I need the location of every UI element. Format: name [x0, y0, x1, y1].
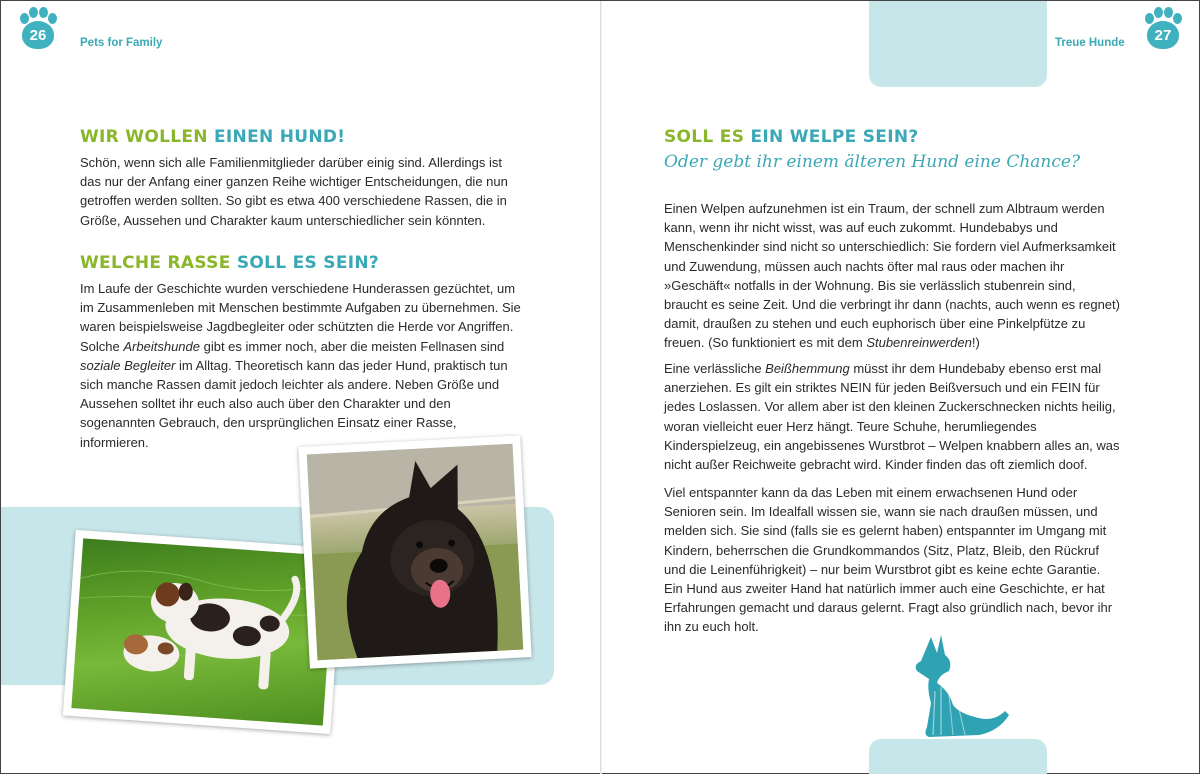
decorative-tab-bottom	[869, 739, 1047, 774]
section-heading: SOLL ES EIN WELPE SEIN?	[664, 127, 919, 147]
sitting-dog-silhouette	[909, 631, 1013, 743]
page-number: 26	[22, 21, 54, 49]
page-number: 27	[1147, 21, 1179, 49]
page-gutter	[600, 1, 602, 774]
body-paragraph: Viel entspannter kann da das Leben mit einem erwachsenen Hund oder Senioren sein. Im Idealfall wissen sie, wann sie nach draußen müssen, und melden sich. Sie sind (falls sie es gelernt haben) entspannter im Umgang mit Kindern, beherrschen die Grundkommandos (Sitz, Platz, Bleib, den Rückruf und die Leinenführigkeit) – nur beim Wurstbrot gibt es keine echte Garantie. Ein Hund aus zweiter Hand hat natürlich immer auch eine Geschichte, er hat Erfahrungen gemacht und daraus gelernt. Fragt also gründlich nach, bevor ihr ihn zu euch holt.	[664, 485, 1113, 635]
decorative-tab-top	[869, 1, 1047, 87]
section-heading: WELCHE RASSE SOLL ES SEIN?	[80, 253, 380, 273]
dog-photo	[298, 435, 531, 668]
puppies-image	[71, 538, 334, 725]
section-heading: WIR WOLLEN EINEN HUND!	[80, 127, 346, 147]
body-paragraph: Einen Welpen aufzunehmen ist ein Traum, der schnell zum Albtraum werden kann, wenn ihr nicht wisst, was auf euch zukommt. Hundebabys und Menschenkinder sind nicht so unterschiedlich: Sie fordern viel Aufmerksamkeit und Zuwendung, müssen auch nachts öfter mal raus oder machen ihr »Geschäft« notfalls in der Wohnung. Bis sie verlässlich stubenrein sind, braucht es seine Zeit. Und die verbringt ihr dann (nachts, auch wenn es regnet) damit, draußen zu stehen und euch euphorisch über eine Pinkelpfütze zu freuen. (So funktioniert es mit dem Stubenreinwerden!)	[664, 201, 1120, 351]
section-subheading: Oder gebt ihr einem älteren Hund eine Chance?	[664, 152, 1081, 172]
running-head-right: Treue Hunde	[1055, 37, 1125, 49]
body-paragraph: Schön, wenn sich alle Familienmitglieder darüber einig sind. Allerdings ist das nur der Anfang einer ganzen Reihe wichtiger Entscheidungen, die nun getroffen werden sollten. So gibt es etwa 400 verschiedene Rassen, die in Größe, Aussehen und Charakter kaum unterschiedlicher sein könnten.	[80, 155, 508, 228]
dog-image	[307, 444, 523, 660]
running-head-left: Pets for Family	[80, 37, 163, 49]
body-paragraph: Im Laufe der Geschichte wurden verschiedene Hunderassen gezüchtet, um im Zusammenleben mit Menschen bestimmte Aufgaben zu übernehmen. Sie waren beispielsweise Jagdbegleiter oder schützten die Herde vor Angriffen. Solche Arbeitshunde gibt es immer noch, aber die meisten Fellnasen sind soziale Begleiter im Alltag. Theoretisch kann das jeder Hund, praktisch tun sich manche Rassen damit jedoch leichter als andere. Neben Größe und Aussehen solltet ihr euch also auch über den Charakter und den sogenannten Gebrauch, den ursprünglichen Einsatz einer Rasse, informieren.	[80, 281, 521, 450]
body-paragraph: Eine verlässliche Beißhemmung müsst ihr dem Hundebaby ebenso erst mal anerziehen. Es gilt ein striktes NEIN für jeden Beißversuch und ein FEIN für jedes Loslassen. Vor allem aber ist den kleinen Zuckerschnecken nichts heilig, woran vielleicht euer Herz hängt. Teure Schuhe, herumliegendes Kinderspielzeug, ein angebissenes Wurstbrot – Welpen knabbern alles an, was nicht außer Reichweite gebracht wird. Kinder finden das oft ziemlich doof.	[664, 361, 1120, 473]
puppies-photo	[63, 530, 343, 734]
paw-icon	[1143, 7, 1183, 51]
paw-icon	[18, 7, 58, 51]
